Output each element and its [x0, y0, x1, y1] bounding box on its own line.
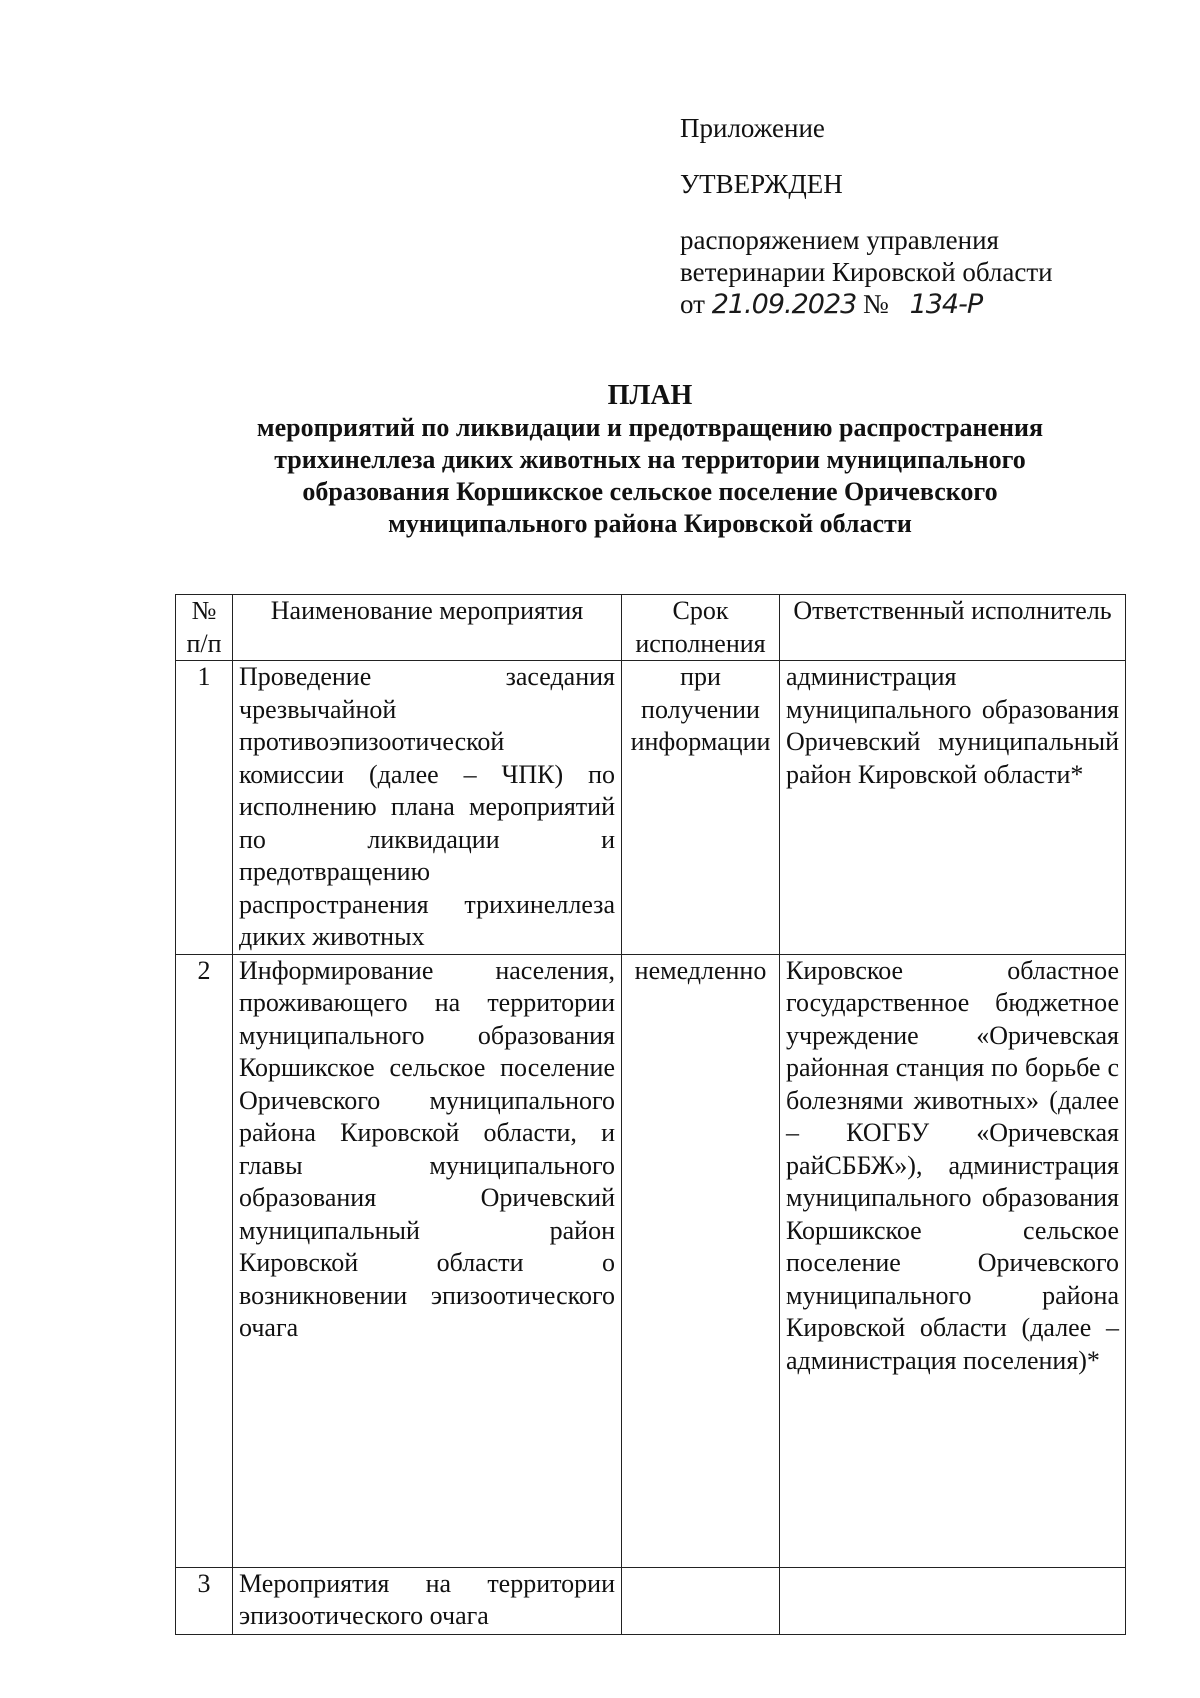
- title-line-1: мероприятий по ликвидации и предотвращению распространения: [256, 413, 1044, 442]
- title-heading: ПЛАН: [607, 380, 693, 411]
- row-responsible: Кировское областное государственное бюджетное учреждение «Оричевская районная станция по борьбе с болезнями животных» (далее – КОГБУ «Оричевская райСББЖ»), администрация муниципального образования Коршикское сельское поселение Оричевского муниципального района Кировской области (далее – администрация поселения)*: [780, 954, 1126, 1567]
- appendix-block: [680, 112, 1150, 321]
- handwritten-date: 21.09.2023: [711, 289, 857, 320]
- header-name: Наименование мероприятия: [233, 595, 622, 661]
- approved-label: УТВЕРЖДЕН: [680, 169, 843, 199]
- header-term: Срок исполнения: [622, 595, 780, 661]
- header-number: № п/п: [176, 595, 233, 661]
- plan-table: [175, 594, 1126, 1635]
- row-number: 3: [176, 1567, 233, 1634]
- row-name: Проведение заседания чрезвычайной противоэпизоотической комиссии (далее – ЧПК) по исполнению плана мероприятий по ликвидации и предотвращению распространения трихинеллеза диких животных: [233, 661, 622, 955]
- table-row: [176, 1567, 1126, 1634]
- row-term: немедленно: [622, 954, 780, 1567]
- date-prefix: от: [680, 289, 705, 319]
- document-title: [170, 380, 1130, 540]
- row-name: Мероприятия на территории эпизоотического очага: [233, 1567, 622, 1634]
- row-name: Информирование населения, проживающего на территории муниципального образования Коршикское сельское поселение Оричевского муниципального района Кировской области, и главы муниципального образования Оричевский муниципальный район Кировской области о возникновении эпизоотического очага: [233, 954, 622, 1567]
- table-header-row: [176, 595, 1126, 661]
- header-responsible: Ответственный исполнитель: [780, 595, 1126, 661]
- table-row: [176, 661, 1126, 955]
- row-number: 2: [176, 954, 233, 1567]
- order-date-line: [680, 288, 1150, 321]
- title-line-4: муниципального района Кировской области: [388, 509, 912, 538]
- row-term: [622, 1567, 780, 1634]
- table-row: [176, 954, 1126, 1567]
- row-responsible: [780, 1567, 1126, 1634]
- order-line-2: ветеринарии Кировской области: [680, 257, 1053, 287]
- title-line-2: трихинеллеза диких животных на территории муниципального: [274, 445, 1026, 474]
- title-line-3: образования Коршикское сельское поселение Оричевского: [302, 477, 998, 506]
- row-responsible: администрация муниципального образования Оричевский муниципальный район Кировской области*: [780, 661, 1126, 955]
- handwritten-number: 134-Р: [909, 289, 983, 320]
- row-number: 1: [176, 661, 233, 955]
- row-term: при получении информации: [622, 661, 780, 955]
- order-line-1: распоряжением управления: [680, 225, 999, 255]
- number-prefix: №: [863, 289, 889, 319]
- appendix-label: Приложение: [680, 113, 825, 143]
